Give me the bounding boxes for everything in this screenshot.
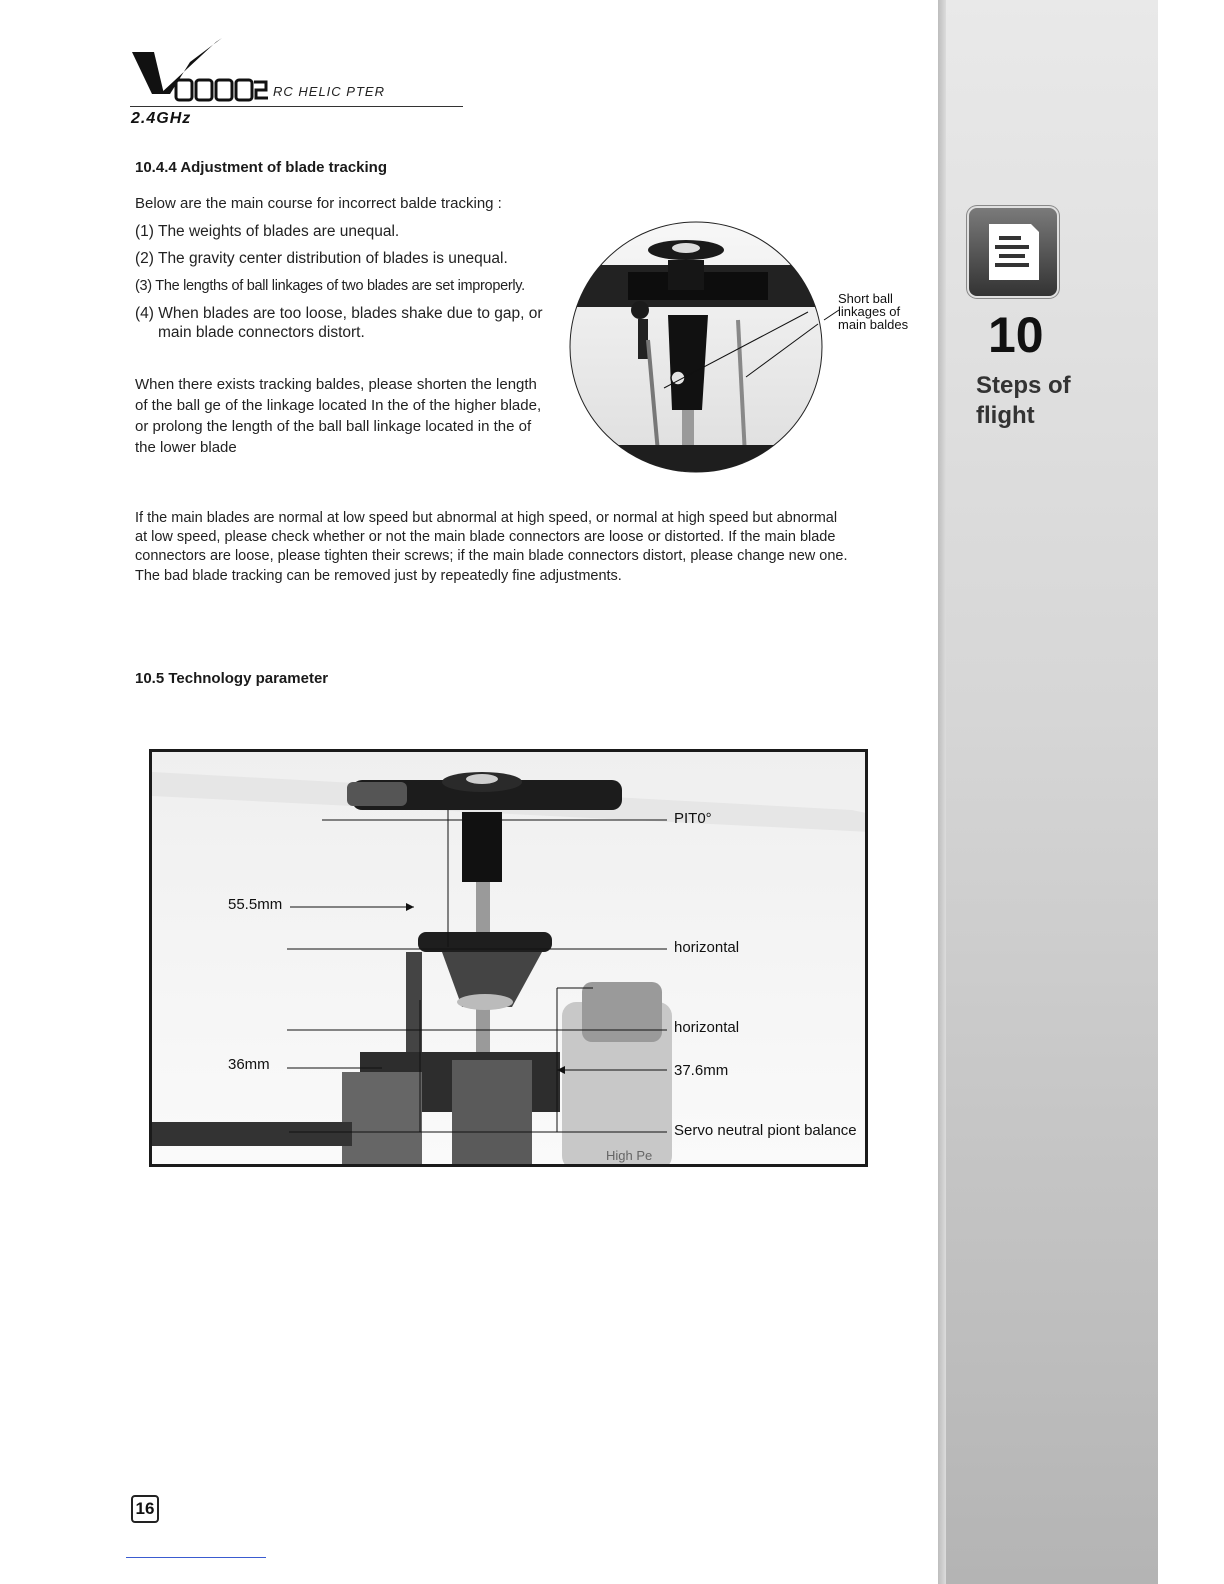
callout-label: linkages of bbox=[838, 304, 901, 319]
horizontal-label: horizontal bbox=[674, 939, 740, 956]
callout-label: main baldes bbox=[838, 317, 909, 332]
page-number: 16 bbox=[131, 1495, 159, 1523]
tracking-para-line: or prolong the length of the ball ball linkage located in the of bbox=[135, 418, 532, 435]
dimension-label: 55.5mm bbox=[228, 896, 283, 913]
list-item: (4) When blades are too loose, blades shake due to gap, or bbox=[135, 305, 543, 322]
horizontal-label: horizontal bbox=[674, 1019, 740, 1036]
chapter-number: 10 bbox=[988, 307, 1044, 363]
header-rule bbox=[130, 106, 463, 107]
motor-label: High Pe bbox=[606, 1148, 653, 1163]
dimension-label: 37.6mm bbox=[674, 1062, 729, 1079]
list-item: (1) The weights of blades are unequal. bbox=[135, 223, 400, 240]
dimension-label: 36mm bbox=[228, 1056, 270, 1073]
callout-label: Short ball bbox=[838, 291, 893, 306]
servo-label: Servo neutral piont balance bbox=[674, 1122, 857, 1139]
paragraph-line: at low speed, please check whether or not the main blade connectors are loose or distorted. If the main blade bbox=[135, 529, 836, 545]
paragraph-line: If the main blades are normal at low speed but abnormal at high speed, or normal at high speed but abnormal bbox=[135, 510, 838, 526]
tracking-para-line: When there exists tracking baldes, please shorten the length bbox=[135, 376, 537, 393]
logo-frequency: 2.4GHz bbox=[131, 110, 192, 127]
callout-pointer bbox=[800, 300, 840, 330]
paragraph-line: The bad blade tracking can be removed just by repeatedly fine adjustments. bbox=[135, 568, 622, 584]
document-icon bbox=[969, 208, 1057, 296]
technology-parameter-figure bbox=[149, 749, 868, 1167]
rotor-head-figure bbox=[568, 220, 826, 475]
logo-subtitle: RC HELIC PTER bbox=[273, 84, 385, 99]
sidebar-edge bbox=[938, 0, 946, 1584]
section-heading-10-5: 10.5 Technology parameter bbox=[135, 670, 329, 687]
chapter-title-line-2: flight bbox=[976, 402, 1035, 429]
paragraph-line: connectors are loose, please tighten their screws; if the main blade connectors distort, please change new one. bbox=[135, 548, 848, 564]
list-item: (3) The lengths of ball linkages of two blades are set improperly. bbox=[135, 278, 525, 294]
list-item-continuation: main blade connectors distort. bbox=[158, 324, 365, 341]
footer-rule bbox=[126, 1557, 266, 1558]
list-item: (2) The gravity center distribution of blades is unequal. bbox=[135, 250, 508, 267]
voodoo-logo bbox=[130, 36, 270, 106]
chapter-title-line-1: Steps of bbox=[976, 372, 1071, 399]
intro-text: Below are the main course for incorrect balde tracking : bbox=[135, 195, 502, 212]
tracking-para-line: the lower blade bbox=[135, 439, 237, 456]
section-heading-10-4-4: 10.4.4 Adjustment of blade tracking bbox=[135, 159, 388, 176]
pitch-label: PIT0° bbox=[674, 810, 712, 827]
tracking-para-line: of the ball ge of the linkage located In the of the higher blade, bbox=[135, 397, 542, 414]
